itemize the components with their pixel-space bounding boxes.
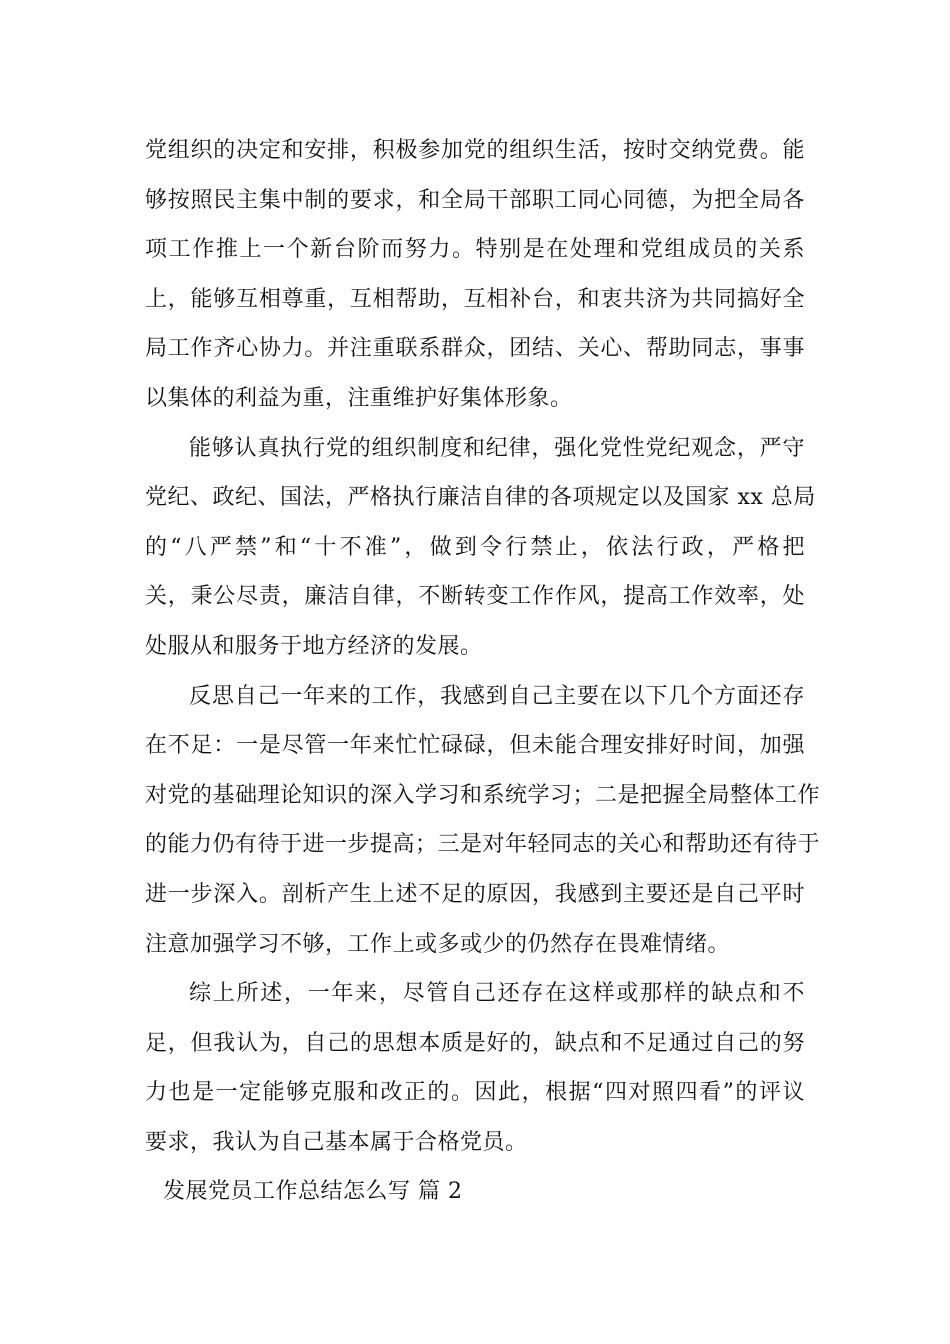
section-heading: 发展党员工作总结怎么写 篇 2 [163,1179,463,1205]
paragraph-2-line-3: 的“八严禁”和“十不准”，做到令行禁止，依法行政，严格把 [145,534,805,560]
paragraph-4-line-1: 综上所述，一年来，尽管自己还存在这样或那样的缺点和不 [189,981,805,1007]
paragraph-3-line-4: 的能力仍有待于进一步提高；三是对年轻同志的关心和帮助还有待于 [145,832,821,858]
paragraph-4-line-3: 力也是一定能够克服和改正的。因此，根据“四对照四看”的评议 [145,1080,805,1106]
paragraph-2-line-2: 党纪、政纪、国法，严格执行廉洁自律的各项规定以及国家 xx 总局 [145,485,816,511]
paragraph-1-line-1: 党组织的决定和安排，积极参加党的组织生活，按时交纳党费。能 [145,138,805,163]
paragraph-3-line-5: 进一步深入。剖析产生上述不足的原因，我感到主要还是自己平时 [145,881,805,907]
paragraph-3-line-2: 在不足：一是尽管一年来忙忙碌碌，但未能合理安排好时间，加强 [145,733,805,759]
document-body [145,126,821,1217]
paragraph-4-line-2: 足，但我认为，自己的思想本质是好的，缺点和不足通过自己的努 [145,1030,805,1056]
paragraph-1-line-4: 上，能够互相尊重，互相帮助，互相补台，和衷共济为共同搞好全 [145,286,805,312]
paragraph-2-line-1: 能够认真执行党的组织制度和纪律，强化党性党纪观念，严守 [189,435,805,461]
paragraph-1-line-6: 以集体的利益为重，注重维护好集体形象。 [145,385,573,411]
paragraph-1-line-3: 项工作推上一个新台阶而努力。特别是在处理和党组成员的关系 [145,237,805,263]
paragraph-3-line-6: 注意加强学习不够，工作上或多或少的仍然存在畏难情绪。 [145,931,731,957]
paragraph-2-line-4: 关，秉公尽责，廉洁自律，不断转变工作作风，提高工作效率，处 [145,584,805,610]
paragraph-1-line-5: 局工作齐心协力。并注重联系群众，团结、关心、帮助同志，事事 [145,336,805,362]
paragraph-3-line-1: 反思自己一年来的工作，我感到自己主要在以下几个方面还存 [189,683,805,709]
paragraph-3-line-3: 对党的基础理论知识的深入学习和系统学习；二是把握全局整体工作 [145,782,821,808]
paragraph-4-line-4: 要求，我认为自己基本属于合格党员。 [145,1129,528,1155]
paragraph-2-line-5: 处服从和服务于地方经济的发展。 [145,633,483,659]
paragraph-1-line-2: 够按照民主集中制的要求，和全局干部职工同心同德，为把全局各 [145,187,805,213]
